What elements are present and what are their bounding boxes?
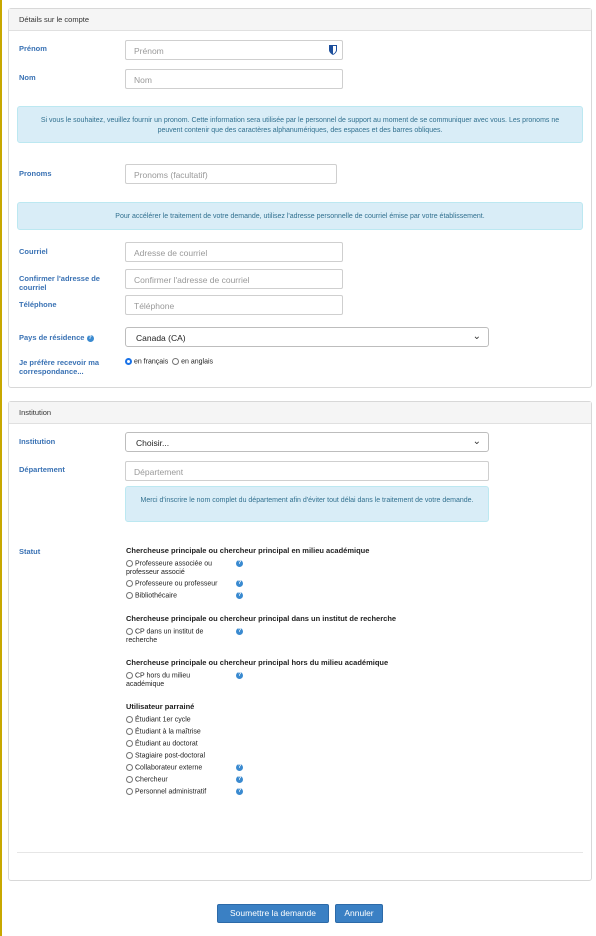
department-label: Département — [19, 465, 65, 474]
status-option[interactable] — [126, 628, 226, 645]
account-panel-header: Détails sur le compte — [9, 9, 591, 31]
status-option[interactable] — [126, 788, 236, 797]
status-group-title: Utilisateur parrainé — [126, 702, 195, 711]
confirm-email-field[interactable] — [125, 269, 343, 289]
correspondence-radio-group — [125, 358, 213, 365]
status-option-label: CP hors du milieu académique — [126, 672, 191, 688]
phone-field[interactable] — [125, 295, 343, 315]
status-option[interactable] — [126, 716, 236, 725]
status-radio[interactable] — [126, 752, 133, 759]
status-radio[interactable] — [126, 580, 133, 587]
radio-french-label: en français — [133, 358, 169, 366]
radio-english-label: en anglais — [181, 358, 214, 366]
status-option-label: Bibliothécaire — [135, 592, 178, 600]
status-option[interactable] — [126, 764, 236, 773]
institution-value: Choisir... — [136, 438, 170, 448]
status-label: Statut — [19, 547, 41, 556]
country-value: Canada (CA) — [136, 333, 186, 343]
help-icon[interactable]: ? — [88, 334, 92, 341]
status-option-label: Stagiaire post-doctoral — [135, 752, 206, 760]
status-radio[interactable] — [126, 788, 133, 795]
phone-label: Téléphone — [19, 300, 57, 309]
pronouns-placeholder: Pronoms (facultatif) — [134, 170, 208, 180]
section-divider — [17, 852, 583, 853]
status-radio[interactable] — [126, 592, 133, 599]
radio-french[interactable] — [125, 358, 132, 365]
institution-panel-header: Institution — [9, 402, 591, 424]
status-group-academic — [126, 546, 456, 606]
country-select[interactable] — [125, 327, 489, 347]
status-option[interactable] — [126, 740, 236, 749]
country-label-text: Pays de résidence — [19, 333, 85, 342]
email-info-box: Pour accélérer le traitement de votre demande, utilisez l'adresse personnelle de courriel émise par votre établissement. — [17, 202, 583, 230]
email-label: Courriel — [19, 247, 48, 256]
status-group-sponsored — [126, 702, 456, 798]
email-field[interactable] — [125, 242, 343, 262]
status-radio[interactable] — [126, 716, 133, 723]
status-option[interactable] — [126, 776, 236, 785]
password-manager-shield-icon[interactable] — [328, 44, 338, 56]
department-placeholder: Département — [134, 467, 184, 477]
institution-label: Institution — [19, 437, 56, 446]
status-radio[interactable] — [126, 776, 133, 783]
status-radio[interactable] — [126, 628, 133, 635]
status-option[interactable] — [126, 580, 236, 589]
chevron-down-icon: ⌄ — [472, 331, 481, 342]
first-name-field[interactable] — [125, 40, 343, 60]
status-radio[interactable] — [126, 728, 133, 735]
status-option[interactable] — [126, 560, 236, 577]
department-field[interactable] — [125, 461, 489, 481]
status-option-label: CP dans un institut de recherche — [126, 628, 204, 644]
pronouns-field[interactable] — [125, 164, 337, 184]
status-option[interactable] — [126, 728, 236, 737]
submit-button[interactable]: Soumettre la demande — [217, 904, 329, 923]
help-icon[interactable]: ? — [237, 592, 242, 598]
help-icon[interactable]: ? — [237, 788, 242, 794]
pronouns-label: Pronoms — [19, 169, 52, 178]
first-name-label: Prénom — [19, 44, 47, 53]
help-icon[interactable]: ? — [237, 764, 242, 770]
page-left-border — [0, 0, 2, 936]
last-name-field[interactable] — [125, 69, 343, 89]
country-label — [19, 333, 94, 342]
status-option-label: Professeure ou professeur — [135, 580, 218, 588]
status-group-title: Chercheuse principale ou chercheur principal dans un institut de recherche — [126, 614, 397, 623]
status-radio[interactable] — [126, 764, 133, 771]
status-option-label: Étudiant à la maîtrise — [135, 728, 201, 736]
radio-english[interactable] — [172, 358, 179, 365]
status-option-label: Étudiant 1er cycle — [135, 716, 191, 724]
first-name-placeholder: Prénom — [134, 46, 164, 56]
confirm-email-label: Confirmer l'adresse de courriel — [19, 274, 100, 292]
confirm-email-placeholder: Confirmer l'adresse de courriel — [134, 275, 250, 285]
last-name-placeholder: Nom — [134, 75, 152, 85]
status-option-label: Professeure associée ou professeur associé — [126, 560, 213, 576]
status-option-label: Collaborateur externe — [135, 764, 203, 772]
status-option-label: Chercheur — [135, 776, 168, 784]
correspondence-label: Je préfère recevoir ma correspondance... — [19, 358, 100, 376]
pronoun-info-box: Si vous le souhaitez, veuillez fournir un pronom. Cette information sera utilisée par le personnel de support au moment de se communiquer avec vous. Les pronoms ne peuvent contenir que des caractères alphanumériques, des espaces et des barres obliques. — [17, 106, 583, 143]
account-panel — [8, 8, 592, 388]
status-option[interactable] — [126, 752, 236, 761]
status-option[interactable] — [126, 592, 236, 601]
cancel-button[interactable]: Annuler — [335, 904, 383, 923]
status-group-title: Chercheuse principale ou chercheur principal en milieu académique — [126, 546, 370, 555]
help-icon[interactable]: ? — [237, 560, 242, 566]
help-icon[interactable]: ? — [237, 628, 242, 634]
phone-placeholder: Téléphone — [134, 301, 175, 311]
status-group-research-institute — [126, 614, 456, 648]
institution-select[interactable] — [125, 432, 489, 452]
status-option-label: Étudiant au doctorat — [135, 740, 198, 748]
status-option-label: Personnel administratif — [135, 788, 207, 796]
help-icon[interactable]: ? — [237, 672, 242, 678]
institution-panel — [8, 401, 592, 881]
status-option[interactable] — [126, 672, 226, 689]
help-icon[interactable]: ? — [237, 580, 242, 586]
email-placeholder: Adresse de courriel — [134, 248, 208, 258]
status-radio[interactable] — [126, 672, 133, 679]
status-radio[interactable] — [126, 740, 133, 747]
chevron-down-icon: ⌄ — [472, 436, 481, 447]
department-info-box: Merci d'inscrire le nom complet du département afin d'éviter tout délai dans le traitement de votre demande. — [125, 486, 489, 522]
help-icon[interactable]: ? — [237, 776, 242, 782]
status-radio[interactable] — [126, 560, 133, 567]
status-group-non-academic — [126, 658, 456, 692]
last-name-label: Nom — [19, 73, 36, 82]
status-group-title: Chercheuse principale ou chercheur principal hors du milieu académique — [126, 658, 389, 667]
